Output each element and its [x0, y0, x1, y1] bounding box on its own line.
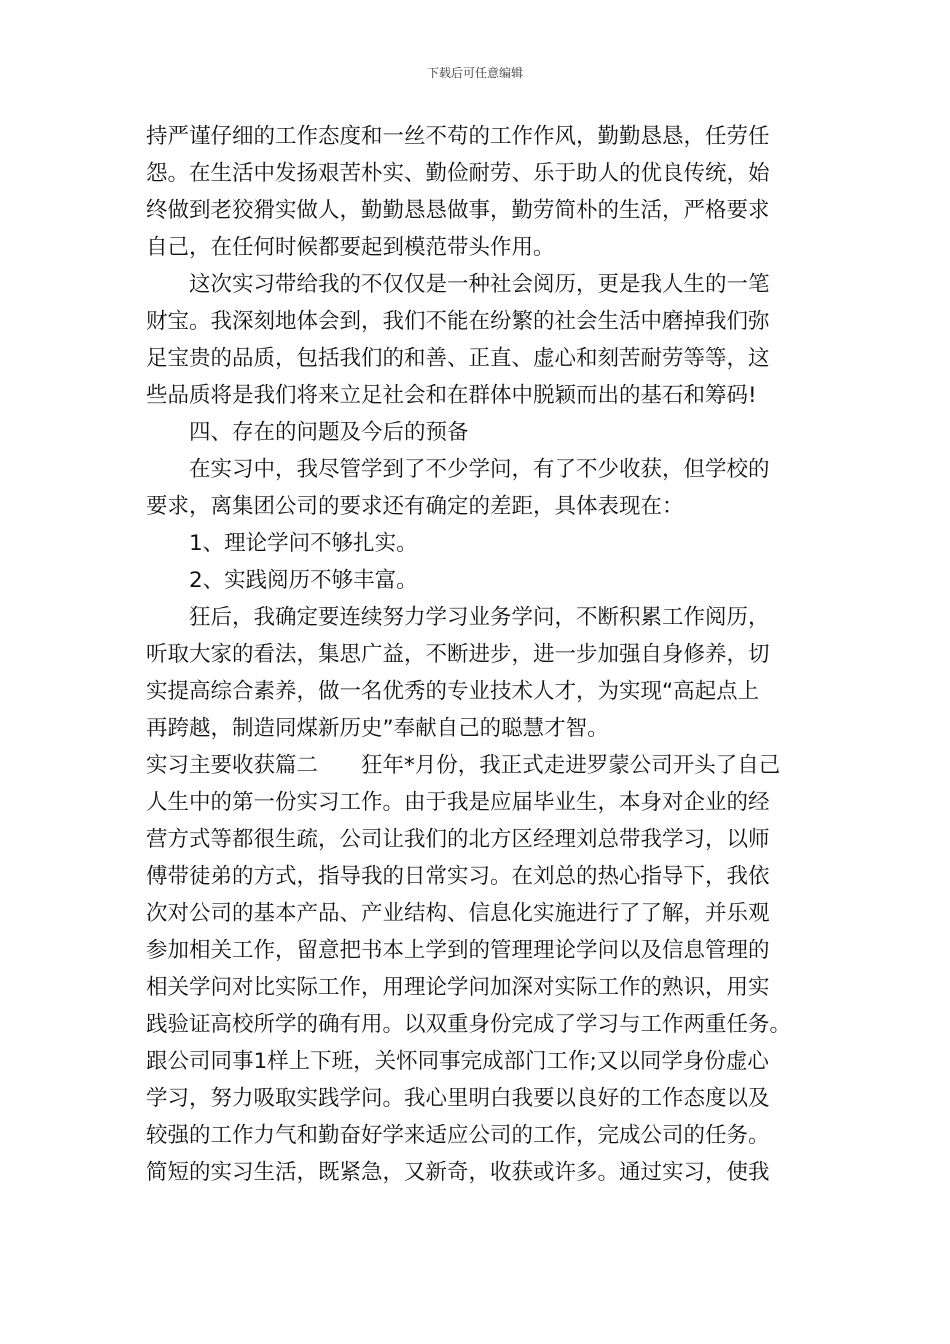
text-line: 些品质将是我们将来立足社会和在群体中脱颖而出的基石和筹码! — [146, 383, 757, 408]
text-line: 听取大家的看法，集思广益，不断进步，进一步加强自身修养，切 — [146, 642, 770, 667]
text-line: 狂后，我确定要连续努力学习业务学问，不断积累工作阅历， — [189, 605, 770, 630]
text-line: 在实习中，我尽管学到了不少学问，有了不少收获，但学校的 — [189, 457, 770, 482]
text-line: 傅带徒弟的方式，指导我的日常实习。在刘总的热心指导下，我依 — [146, 864, 770, 889]
text-line: 简短的实习生活，既紧急，又新奇，收获或许多。通过实习，使我 — [146, 1160, 770, 1185]
text-line: 这次实习带给我的不仅仅是一种社会阅历，更是我人生的一笔 — [189, 272, 770, 297]
text-line: 持严谨仔细的工作态度和一丝不苟的工作作风，勤勤恳恳，任劳任 — [146, 124, 770, 149]
text-line: 参加相关工作，留意把书本上学到的管理理论学问以及信息管理的 — [146, 938, 770, 963]
text-line: 怨。在生活中发扬艰苦朴实、勤俭耐劳、乐于助人的优良传统，始 — [146, 161, 770, 186]
text-line: 实习主要收获篇二 狂年*月份，我正式走进罗蒙公司开头了自己 — [146, 753, 781, 778]
text-line: 次对公司的基本产品、产业结构、信息化实施进行了了解，并乐观 — [146, 901, 770, 926]
text-line: 实提高综合素养，做一名优秀的专业技术人才，为实现“高起点上 — [146, 679, 760, 704]
text-line: 较强的工作力气和勤奋好学来适应公司的工作，完成公司的任务。 — [146, 1123, 770, 1148]
text-line: 营方式等都很生疏，公司让我们的北方区经理刘总带我学习，以师 — [146, 827, 770, 852]
text-line: 相关学问对比实际工作，用理论学问加深对实际工作的熟识，用实 — [146, 975, 770, 1000]
text-line: 践验证高校所学的确有用。以双重身份完成了学习与工作两重任务。 — [146, 1012, 792, 1037]
text-line: 终做到老狡猾实做人，勤勤恳恳做事，勤劳简朴的生活，严格要求 — [146, 198, 770, 223]
text-line: 自己，在任何时候都要起到模范带头作用。 — [146, 235, 555, 260]
text-line: 财宝。我深刻地体会到，我们不能在纷繁的社会生活中磨掉我们弥 — [146, 309, 770, 334]
text-line: 要求，离集团公司的要求还有确定的差距，具体表现在： — [146, 494, 684, 519]
list-item: 1、理论学问不够扎实。 — [189, 531, 418, 556]
text-line: 跟公司同事1样上下班，关怀同事完成部门工作;又以同学身份虚心 — [146, 1049, 769, 1074]
text-line: 再跨越，制造同煤新历史”奉献自己的聪慧才智。 — [146, 716, 609, 741]
section-heading: 四、存在的问题及今后的预备 — [189, 420, 469, 445]
text-line: 学习，努力吸取实践学问。我心里明白我要以良好的工作态度以及 — [146, 1086, 770, 1111]
document-body — [146, 118, 810, 1191]
text-line: 人生中的第一份实习工作。由于我是应届毕业生，本身对企业的经 — [146, 790, 770, 815]
list-item: 2、实践阅历不够丰富。 — [189, 568, 418, 593]
text-line: 足宝贵的品质，包括我们的和善、正直、虚心和刻苦耐劳等等，这 — [146, 346, 770, 371]
page-header-note: 下载后可任意编辑 — [426, 66, 523, 80]
